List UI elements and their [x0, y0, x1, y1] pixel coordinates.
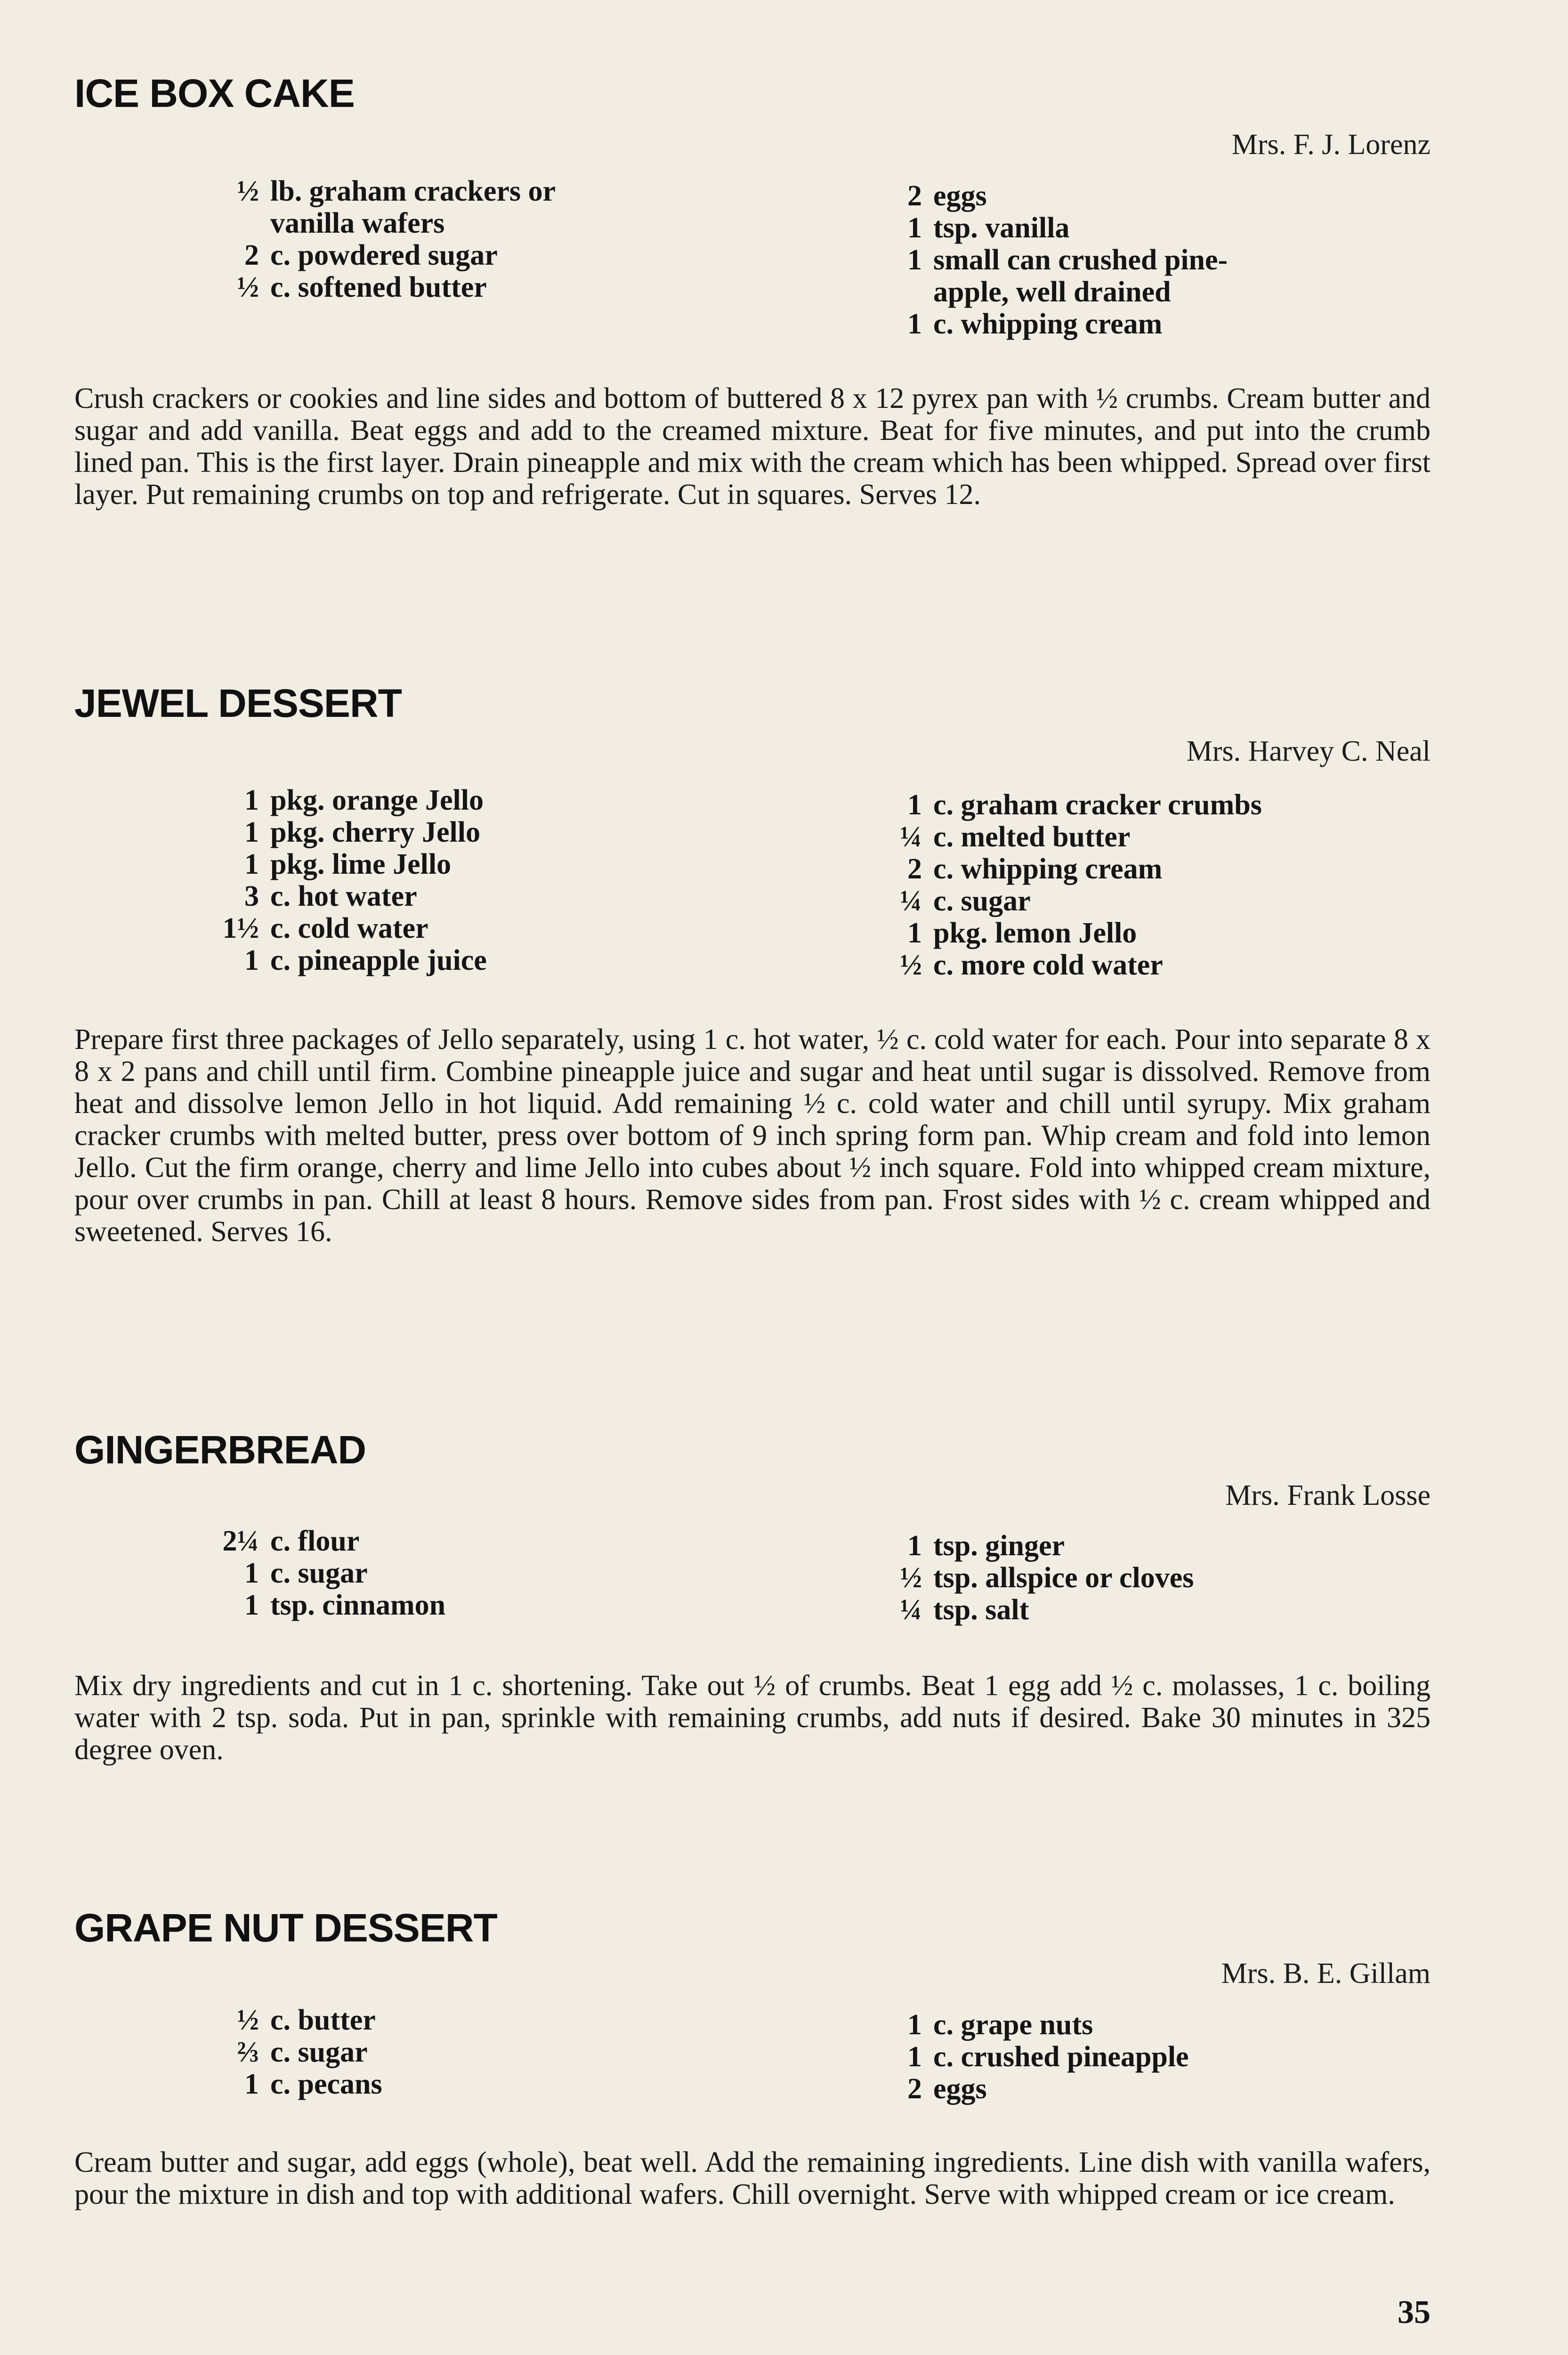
ingredient-line — [884, 885, 1262, 917]
recipe-jewel-dessert — [74, 681, 1431, 1340]
ingredient-line — [884, 949, 1262, 981]
ingredient-qty: 1 — [907, 789, 922, 821]
ingredient-qty — [884, 276, 922, 308]
ingredient-line — [884, 1594, 1194, 1626]
ingredient-item: c. crushed pineapple — [933, 2041, 1189, 2073]
ingredient-item: pkg. cherry Jello — [270, 816, 480, 848]
ingredient-qty: 1 — [907, 244, 922, 276]
ingredient-qty: 1½ — [222, 912, 259, 944]
ingredients-right — [884, 180, 1228, 340]
ingredient-line — [884, 244, 1228, 276]
ingredient-line — [884, 917, 1262, 949]
ingredients-left — [165, 1525, 445, 1621]
ingredient-item: apple, well drained — [933, 276, 1171, 308]
ingredient-line — [165, 1557, 445, 1589]
ingredient-item: small can crushed pine- — [933, 244, 1228, 276]
recipe-author: Mrs. F. J. Lorenz — [1231, 129, 1431, 161]
recipe-gingerbread — [74, 1427, 1431, 1785]
recipe-directions: Mix dry ingredients and cut in 1 c. shortening. Take out ½ of crumbs. Beat 1 egg add ½ c. molasses, 1 c. boiling water with 2 tsp. soda. Put in pan, sprinkle with remaining crumbs, add nuts if desired. Bake 30 minutes in 325 degree oven. — [74, 1670, 1431, 1766]
ingredient-qty: 2 — [907, 180, 922, 212]
ingredient-qty: 1 — [244, 1589, 259, 1621]
ingredient-item: c. pecans — [270, 2068, 382, 2100]
ingredient-item: c. graham cracker crumbs — [933, 789, 1262, 821]
ingredient-line — [165, 2068, 382, 2100]
ingredient-item: tsp. ginger — [933, 1530, 1065, 1562]
ingredient-line — [165, 2036, 382, 2068]
ingredient-line — [165, 848, 487, 880]
ingredient-line — [884, 853, 1262, 885]
ingredient-line — [165, 944, 487, 976]
ingredient-item: c. powdered sugar — [270, 239, 498, 271]
ingredient-qty: 1 — [907, 2041, 922, 2073]
ingredient-qty: ¼ — [900, 1594, 922, 1626]
ingredient-item: c. sugar — [270, 2036, 368, 2068]
ingredient-line — [165, 207, 556, 239]
ingredient-qty: 1 — [907, 1530, 922, 1562]
ingredient-line — [884, 789, 1262, 821]
ingredient-item: c. whipping cream — [933, 308, 1163, 340]
ingredient-line — [884, 1562, 1194, 1594]
ingredient-qty: ½ — [900, 949, 922, 981]
ingredient-line — [165, 2004, 382, 2036]
ingredient-qty: 3 — [244, 880, 259, 912]
ingredient-item: c. grape nuts — [933, 2009, 1093, 2041]
ingredients-right — [884, 789, 1262, 981]
recipe-title: JEWEL DESSERT — [74, 681, 402, 725]
ingredient-line — [165, 784, 487, 816]
ingredient-item: pkg. lemon Jello — [933, 917, 1137, 949]
recipe-directions: Crush crackers or cookies and line sides and bottom of buttered 8 x 12 pyrex pan with ½ crumbs. Cream butter and sugar and add vanilla. Beat eggs and add to the creamed mixture. Beat for five minutes, and put into the crumb lined pan. This is the first layer. Drain pineapple and mix with the cream which has been whipped. Spread over first layer. Put remaining crumbs on top and refrigerate. Cut in squares. Serves 12. — [74, 382, 1431, 511]
ingredient-item: lb. graham crackers or — [270, 175, 556, 207]
ingredient-qty: 1 — [244, 1557, 259, 1589]
ingredient-item: tsp. vanilla — [933, 212, 1070, 244]
ingredient-qty: 1 — [244, 816, 259, 848]
recipe-title: GRAPE NUT DESSERT — [74, 1906, 497, 1950]
ingredients-left — [165, 2004, 382, 2100]
ingredients-right — [884, 1530, 1194, 1626]
recipe-title: ICE BOX CAKE — [74, 71, 355, 115]
ingredient-qty: 1 — [907, 917, 922, 949]
ingredient-line — [884, 1530, 1194, 1562]
ingredient-line — [165, 880, 487, 912]
ingredients-left — [165, 175, 556, 303]
ingredient-item: c. softened butter — [270, 271, 487, 303]
ingredient-item: vanilla wafers — [270, 207, 445, 239]
ingredient-qty: 2 — [907, 2073, 922, 2105]
ingredient-qty: ⅔ — [237, 2036, 259, 2068]
ingredient-item: eggs — [933, 2073, 987, 2105]
ingredient-item: c. more cold water — [933, 949, 1163, 981]
ingredient-qty: 1 — [244, 848, 259, 880]
ingredient-line — [884, 2009, 1189, 2041]
ingredient-qty: ½ — [237, 2004, 259, 2036]
ingredient-qty: 1 — [907, 2009, 922, 2041]
ingredient-qty: ½ — [237, 175, 259, 207]
ingredient-item: c. flour — [270, 1525, 360, 1557]
recipe-directions: Cream butter and sugar, add eggs (whole), beat well. Add the remaining ingredients. Line dish with vanilla wafers, pour the mixture in dish and top with additional wafers. Chill overnight. Serve with whipped cream or ice cream. — [74, 2146, 1431, 2210]
ingredient-item: c. whipping cream — [933, 853, 1163, 885]
recipe-author: Mrs. Harvey C. Neal — [1186, 735, 1431, 767]
recipe-author: Mrs. Frank Losse — [1225, 1479, 1431, 1511]
ingredient-qty: ½ — [900, 1562, 922, 1594]
ingredient-line — [884, 2073, 1189, 2105]
ingredient-qty: 1 — [244, 784, 259, 816]
ingredient-qty: 1 — [907, 212, 922, 244]
recipe-author: Mrs. B. E. Gillam — [1221, 1957, 1431, 1990]
recipe-grape-nut-dessert — [74, 1905, 1431, 2263]
ingredient-qty: 2¼ — [222, 1525, 259, 1557]
ingredient-item: c. cold water — [270, 912, 428, 944]
ingredients-right — [884, 2009, 1189, 2105]
recipe-directions: Prepare first three packages of Jello separately, using 1 c. hot water, ½ c. cold water for each. Pour into separate 8 x 8 x 2 pans and chill until firm. Combine pineapple juice and sugar and heat until sugar is dissolved. Remove from heat and dissolve lemon Jello in hot liquid. Add remaining ½ c. cold water and chill until syrupy. Mix graham cracker crumbs with melted butter, press over bottom of 9 inch spring form pan. Whip cream and fold into lemon Jello. Cut the firm orange, cherry and lime Jello into cubes about ½ inch square. Fold into whipped cream mixture, pour over crumbs in pan. Chill at least 8 hours. Remove sides from pan. Frost sides with ½ c. cream whipped and sweetened. Serves 16. — [74, 1023, 1431, 1248]
ingredient-qty: 1 — [244, 2068, 259, 2100]
ingredient-item: c. sugar — [270, 1557, 368, 1589]
ingredient-qty: ½ — [237, 271, 259, 303]
ingredient-item: c. butter — [270, 2004, 376, 2036]
ingredient-item: tsp. salt — [933, 1594, 1029, 1626]
ingredient-line — [884, 212, 1228, 244]
ingredient-line — [165, 816, 487, 848]
ingredient-item: tsp. cinnamon — [270, 1589, 446, 1621]
ingredient-qty: ¼ — [900, 821, 922, 853]
ingredient-item: c. melted butter — [933, 821, 1131, 853]
page-number: 35 — [1398, 2294, 1431, 2331]
ingredient-line — [884, 180, 1228, 212]
ingredient-qty: 1 — [244, 944, 259, 976]
ingredient-qty — [165, 207, 259, 239]
ingredient-qty: ¼ — [900, 885, 922, 917]
recipe-ice-box-cake — [74, 71, 1431, 565]
ingredient-line — [884, 276, 1228, 308]
ingredient-qty: 2 — [244, 239, 259, 271]
ingredient-item: pkg. lime Jello — [270, 848, 452, 880]
ingredients-left — [165, 784, 487, 976]
ingredient-item: eggs — [933, 180, 987, 212]
ingredient-item: tsp. allspice or cloves — [933, 1562, 1194, 1594]
ingredient-line — [884, 821, 1262, 853]
ingredient-qty: 1 — [907, 308, 922, 340]
ingredient-line — [165, 912, 487, 944]
ingredient-item: c. hot water — [270, 880, 417, 912]
ingredient-line — [165, 239, 556, 271]
ingredient-line — [165, 1525, 445, 1557]
ingredient-item: c. pineapple juice — [270, 944, 487, 976]
ingredient-line — [165, 1589, 445, 1621]
recipe-title: GINGERBREAD — [74, 1428, 366, 1472]
ingredient-item: c. sugar — [933, 885, 1031, 917]
ingredient-line — [884, 308, 1228, 340]
ingredient-item: pkg. orange Jello — [270, 784, 484, 816]
ingredient-qty: 2 — [907, 853, 922, 885]
ingredient-line — [165, 271, 556, 303]
ingredient-line — [165, 175, 556, 207]
ingredient-line — [884, 2041, 1189, 2073]
